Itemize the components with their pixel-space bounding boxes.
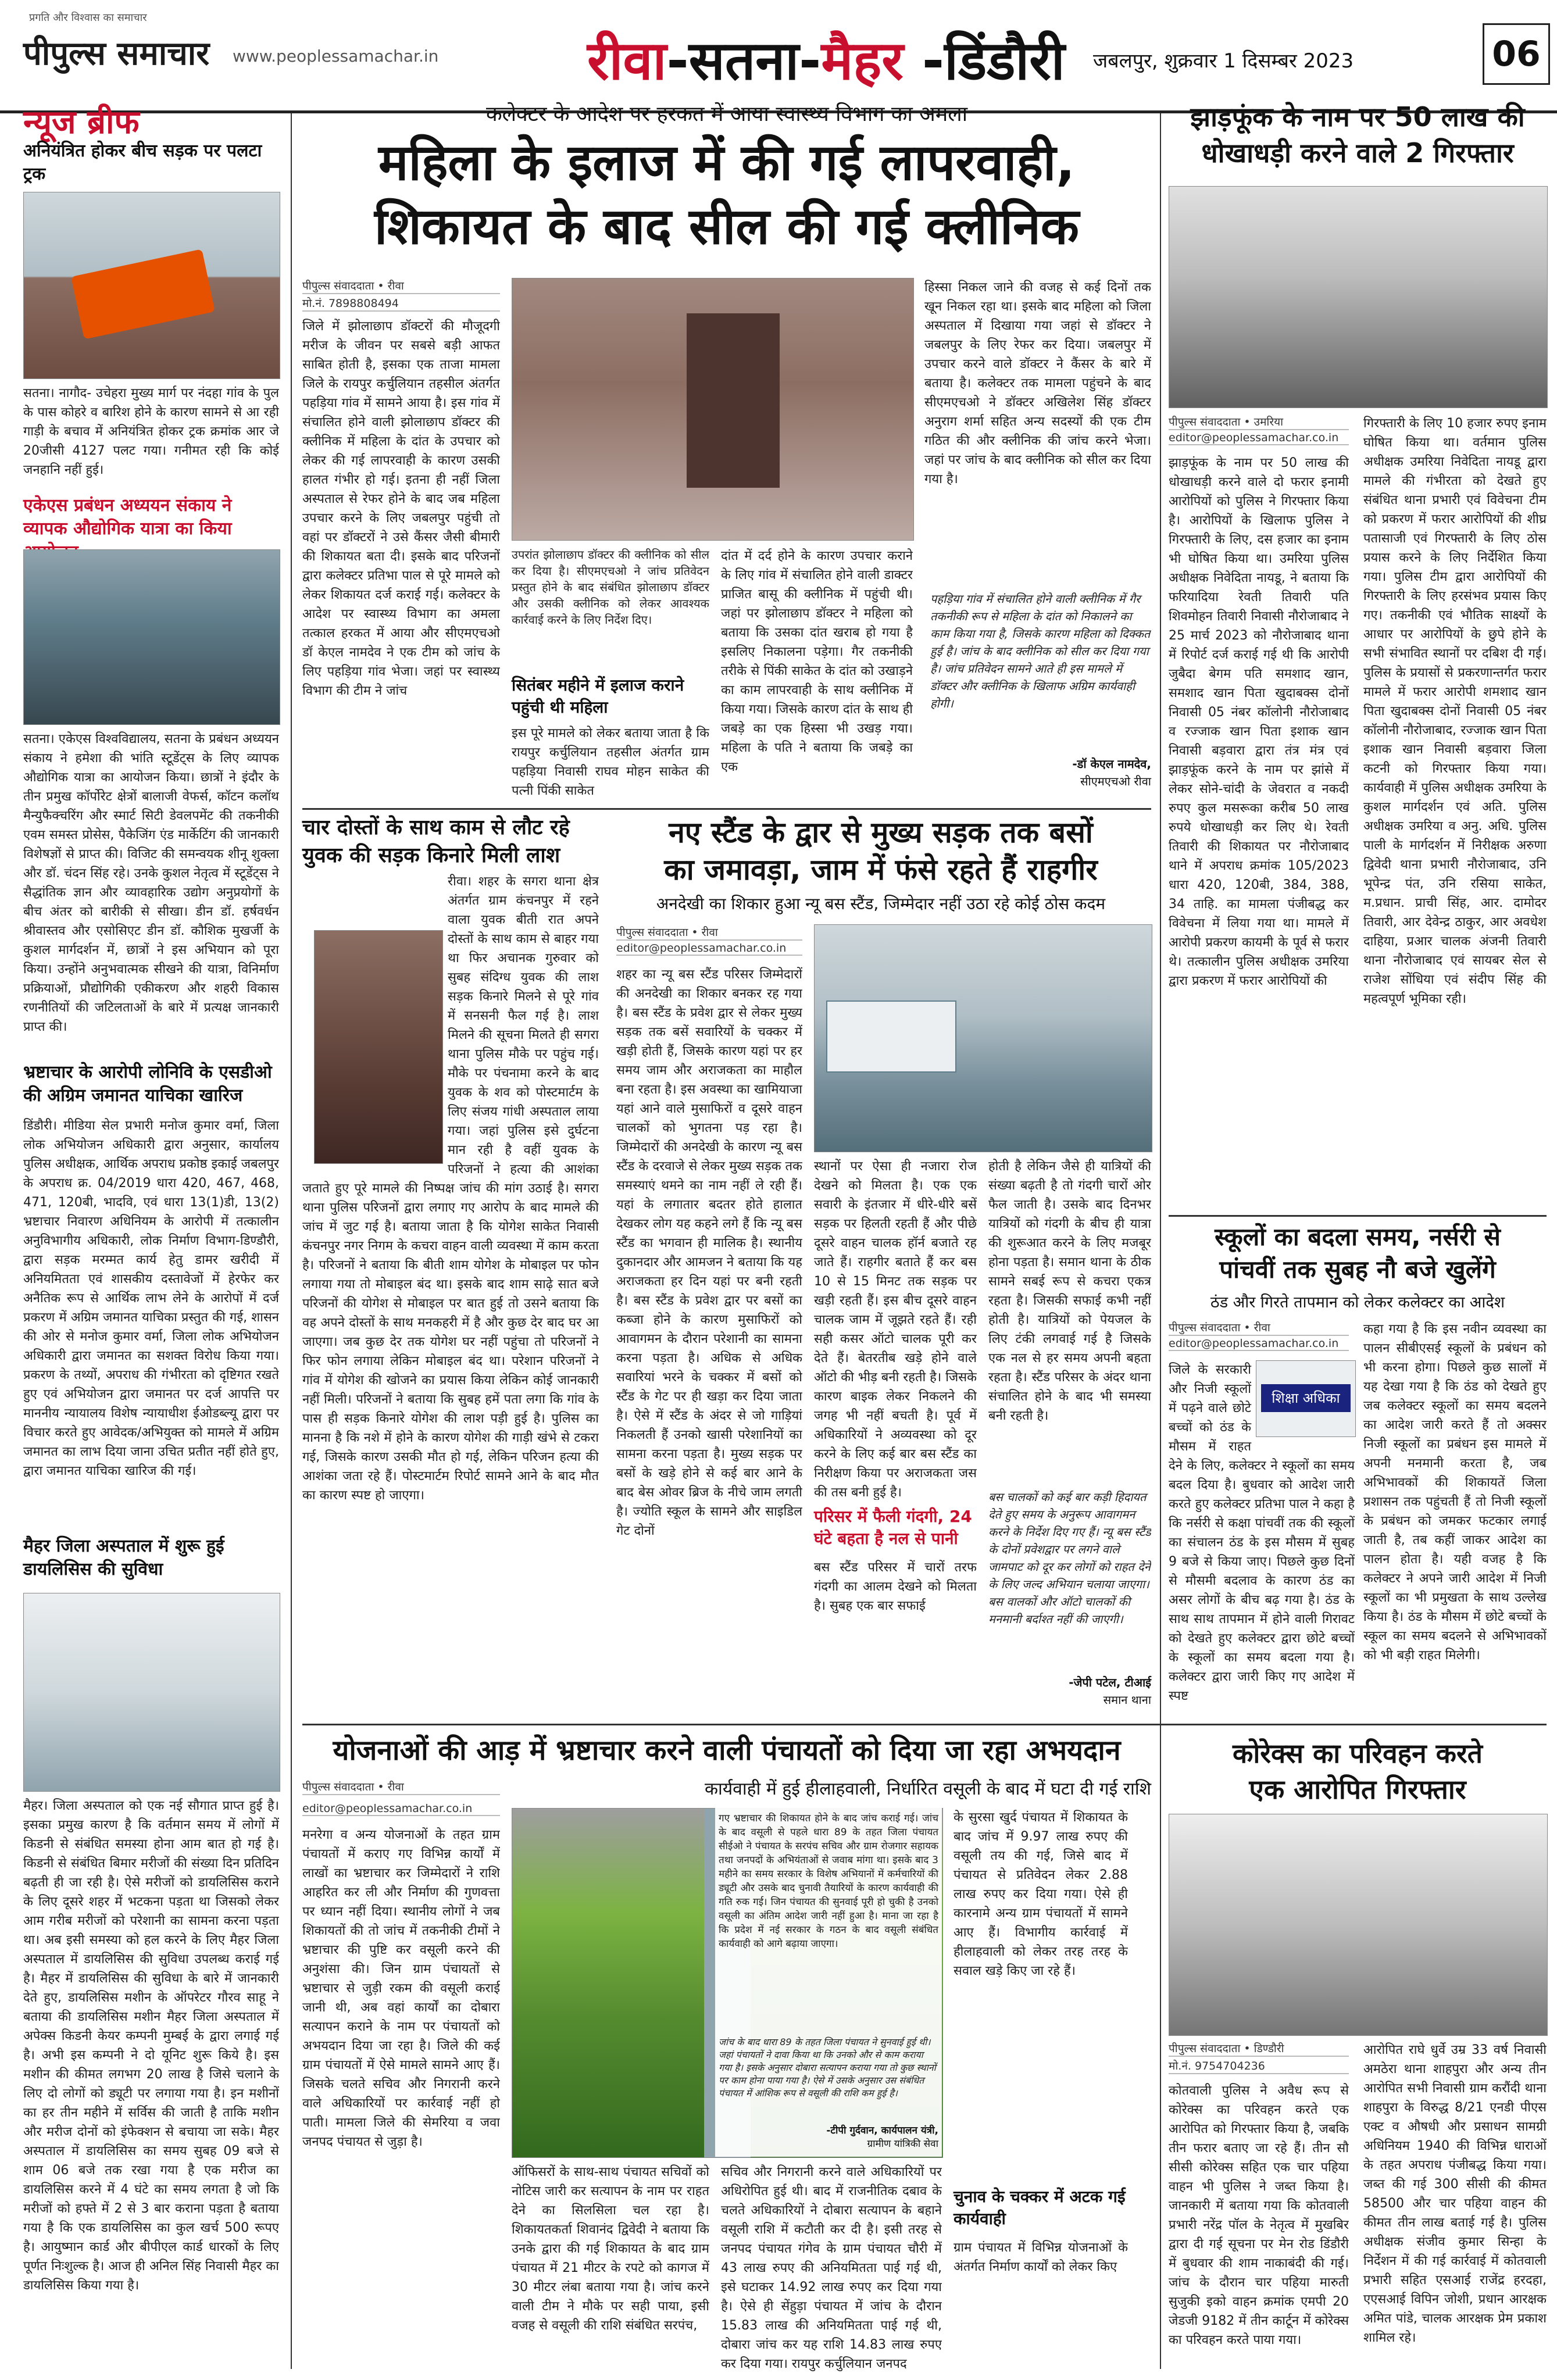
- clinic-sealed-photo: [512, 278, 914, 541]
- column-divider: [291, 113, 292, 2369]
- panchayat-subhead: कार्यवाही में हुई हीलाहवाली, निर्धारित वसूली के बाद में घटा दी गई राशि: [704, 1779, 1151, 1799]
- corex-headline-line: कोरेक्स का परिवहन करते: [1233, 1738, 1483, 1769]
- quote-author: -डॉ केएल नामदेव,: [1072, 757, 1151, 771]
- panchayat-body-col: मनरेगा व अन्य योजनाओं के तहत ग्राम पंचायतों में कराए गए विभिन्न कार्यों में लाखों का भ्रष्टाचार कर जिम्मेदारों ने राशि आहरित कर ली और निर्माण की गुणवत्ता पर ध्यान नहीं दिया। स्थानीय लोगों ने जब शिकायतों की तो जांच में तकनीकी टीमों ने भ्रष्टाचार की पुष्टि कर वसूली करने की अनुशंसा की। जिन ग्राम पंचायतों से भ्रष्टाचार से जुड़ी रकम की वसूली कराई जानी थी, अब वहां कार्यों का दोबारा सत्यापन कराने के नाम पर पंचायतों को अभयदान दिया जा रहा है। जिले की कई ग्राम पंचायतों में ऐसे मामले सामने आए हैं। जिसके चलते सचिव और निगरानी करने वाले अधिकारियों पर कार्रवाई नहीं हो पाती। मामला जिले की सेमरिया व जवा जनपद पंचायत से जुड़ा है।: [302, 1828, 500, 2149]
- deadbody-body: [302, 872, 599, 1715]
- overturned-truck-photo: [23, 192, 280, 379]
- quote-title: ग्रामीण यांत्रिकी सेवा: [867, 2138, 938, 2150]
- edition-part: मैहर: [821, 30, 904, 92]
- schools-body-col: कहा गया है कि इस नवीन व्यवस्था का पालन सीबीएसई स्कूलों के प्रबंधन को भी करना होगा। पिछले कुछ सालों में यह देखा गया है कि ठंड को देखते हुए जब कलेक्टर स्कूलों का समय बदलने का आदेश जारी करते हैं तो अक्सर निजी स्कूलों का प्रबंधन इस मामले में अपनी मनमानी करता है, जब अभिभावकों की शिकायतें जिला प्रशासन तक पहुंचती हैं तो निजी स्कूलों के प्रबंधन को जमकर फटकार लगाई जाती है, तब कहीं जाकर आदेश का पालन होता है। यही वजह है कि कलेक्टर ने अपने जारी आदेश में निजी स्कूलों का भी प्रमुखता के साथ उल्लेख किया है। ठंड के मौसम में छोटे बच्चों के स्कूल का समय बदलने से अभिभावकों को भी बड़ी राहत मिलेगी।: [1363, 1322, 1547, 1663]
- section-divider: [302, 1724, 1547, 1725]
- newspaper-logo: [23, 12, 210, 74]
- edition-part: रीवा: [587, 30, 667, 92]
- byline: पीपुल्स संवाददाता • रीवा: [1169, 1320, 1349, 1336]
- reporter-email: editor@peoplessamachar.co.in: [1169, 431, 1349, 445]
- section-divider: [302, 808, 1151, 810]
- lead-body-col: जिले में झोलाछाप डॉक्टरों की मौजूदगी मरीज के जीवन पर सबसे बड़ी आफत साबित होती है, इसका एक ताजा मामला जिले के रायपुर कर्चुलियान तहसील अंतर्गत पहड़िया गांव में सामने आया है। इस गांव में संचालित होने वाली झोलाछाप डॉक्टर की क्लीनिक में महिला के दांत के उपचार को लेकर की गई लापरवाही के कारण उसकी हालत गंभीर हो गई। इतना ही नहीं जिला अस्पताल से रेफर होने के बाद जब महिला उपचार करने के लिए जबलपुर पहुंची तो वहां पर डॉक्टरों ने उसे कैंसर जैसी बीमारी की शिकायत बता दी। इसके बाद परिजनों द्वारा कलेक्टर प्रतिभा पाल से पूरे मामले को लेकर शिकायत दर्ज कराई गई। कलेक्टर के आदेश पर स्वास्थ्य विभाग का अमला तत्काल हरकत में आया और सीएमएचओ डॉ केएल नामदेव ने एक टीम को जांच के लिए पहड़िया गांव भेजा। जहां पर स्वास्थ्य विभाग की टीम ने जांच: [302, 319, 500, 698]
- brief-body: मैहर। जिला अस्पताल को एक नई सौगात प्राप्त हुई है। इसका प्रमुख कारण है कि वर्तमान समय में लोगों में किडनी से संबंधित समस्या होना आम बात हो गई है। किडनी से संबंधित बिमार मरीजों की संख्या दिन प्रतिदिन बढ़ती ही जा रही है। ऐसे मरीजों को डायलिसिस कराने के लिए दूसरे शहर में भटकना पड़ता था जिसको लेकर आम गरीब मरीजों को परेशानी का सामना करना पड़ता था। अब इसी समस्या को हल करने के लिए मैहर जिला अस्पताल में डायलिसिस की सुविधा उपलब्ध कराई गई है। मैहर में डायलिसिस की सुविधा के बारे में जानकारी देते हुए, डायलिसिस मशीन के ऑपरेटर गौरव साहू ने बताया की डायलिसिस मशीन मैहर जिला अस्पताल में अपेक्स किडनी केयर कम्पनी मुम्बई के द्वारा लगाई गई है। अभी इस कम्पनी ने दो यूनिट शुरू किये है। इस मशीन की कीमत लगभग 20 लाख है जिसे चलाने के लिए दो लोगों को ड्यूटी पर लगाया गया है। इन मशीनों का हर तीन महीने में सर्विस की जाती है ताकि मशीन और मरीज दोनों को इंफेक्शन से बचाया जा सके। मैहर अस्पताल में डायलिसिस का समय सुबह 09 बजे से शाम 06 बजे तक रखा गया है एक मरीज का डायलिसिस करने में 4 घंटे का समय लगता है जो कि मरीजों को हफ्ते में 2 से 3 बार कराना पड़ता है बताया गया है कि एक डायलिसिस का कुल खर्च 500 रूपए है। आयुष्मान कार्ड और बीपीएल कार्ड धारकों के लिए पूर्णत निःशुल्क है। आज ही अनिल सिंह निवासी मैहर का डायलिसिस किया गया है।: [23, 1799, 279, 2293]
- arrested-accused-photo: [1169, 186, 1548, 408]
- photo-spacer: [302, 872, 448, 1174]
- photo-spacer: [1251, 1360, 1355, 1442]
- dateline: जबलपुर, शुक्रवार 1 दिसम्बर 2023: [1093, 49, 1354, 73]
- lead-headline-line: शिकायत के बाद सील की गई क्लीनिक: [374, 198, 1079, 256]
- edition-part: डिंडौरी: [944, 30, 1065, 92]
- panchayat-headline: योजनाओं की आड़ में भ्रष्टाचार करने वाली पंचायतों को दिया जा रहा अभयदान: [333, 1734, 1121, 1767]
- edition-part: सतना: [688, 30, 799, 92]
- brief-headline: मैहर जिला अस्पताल में शुरू हुई डायलिसिस की सुविधा: [23, 1536, 224, 1579]
- reporter-email: editor@peoplessamachar.co.in: [616, 942, 802, 956]
- bus-quote: बस चालकों को कई बार कड़ी हिदायत देते हुए समय के अनुरूप आवागमन करने के निर्देश दिए गए हैं। न्यू बस स्टैंड के दोनों प्रवेशद्वार पर लगने वाले जामपाट को दूर कर लोगों को राहत देने के लिए जल्द अभियान चलाया जाएगा। बस वालकों और ऑटो चालकों की मनमानी बर्दाश्त नहीं की जाएगी।: [988, 1490, 1151, 1626]
- byline: पीपुल्स संवाददाता • डिण्डौरी: [1169, 2040, 1349, 2057]
- corex-headline: [1169, 1735, 1547, 1807]
- news-brief-label: न्यूज ब्रीफ: [23, 103, 140, 141]
- bus-body-col: शहर का न्यू बस स्टैंड परिसर जिम्मेदारों की अनदेखी का शिकार बनकर रह गया है। बस स्टैंड के प्रवेश द्वार से लेकर मुख्य सड़क तक बसें सवारियों के चक्कर में खड़ी होती हैं, जिसके कारण यहां पर हर समय जाम और अराजकता का माहौल बना रहता है। इस अवस्था का खामियाजा यहां आने वाले मुसाफिरों व दूसरे वाहन चालकों को भुगतना पड़ रहा है। जिम्मेदारों की अनदेखी के कारण न्यू बस स्टैंड के दरवाजे से लेकर मुख्य सड़क तक समस्याएं थमने का नाम नहीं ले रही हैं। यहां के लगातार बदतर होते हालात देखकर लोग यह कहने लगे हैं कि न्यू बस स्टैंड का भगवान ही मालिक है। स्थानीय दुकानदार और आमजन ने बताया कि यह अराजकता हर दिन यहां पर बनी रहती है। बस स्टैंड के प्रवेश द्वार पर बसों का कब्जा होने के कारण मुसाफिरों को आवागमन के दौरान परेशानी का सामना करना पड़ता है। अधिक से अधिक सवारियां भरने के चक्कर में बसों को स्टैंड के गेट पर ही खड़ा कर दिया जाता है। ऐसे में स्टैंड के अंदर से जो गाड़ियां निकलती हैं उनको खासी परेशानियों का सामना करना पड़ता है। मुख्य सड़क पर बसों के खड़े होने से कई बार आने के बाद बेस ओवर ब्रिज के नीचे जाम लगती है। ज्योति स्कूल के सामने और साइडिल गेट दोनों: [616, 967, 802, 1538]
- edition-title: रीवा-सतना-मैहर -डिंडौरी: [587, 30, 1065, 92]
- byline: पीपुल्स संवाददाता • रीवा: [302, 1779, 500, 1795]
- deadbody-text: रीवा। शहर के सगरा थाना क्षेत्र अंतर्गत ग्राम कंचनपुर में रहने वाला युवक बीती रात अपने दोस्तों के साथ काम से बाहर गया था फिर अचानक गुरुवार को सुबह संदिग्ध युवक की लाश सड़क किनारे मिलने से पूरे गांव में सनसनी फैल गई है। लाश मिलने की सूचना मिलते ही सगरा थाना पुलिस मौके पर पहुंच गई। मौके पर पंचनामा करने के बाद युवक के शव को पोस्टमार्टम के लिए संजय गांधी अस्पताल लाया गया। जहां पुलिस इसे दुर्घटना मान रही है वहीं युवक के परिजनों ने हत्या की आशंका जताते हुए पूरे मामले की निष्पक्ष जांच की मांग उठाई है। सगरा थाना पुलिस परिजनों द्वारा लगाए गए आरोप के बाद मामले की जांच में जुट गई है। बताया जाता है कि योगेश साकेत निवासी कंचनपुर नगर निगम के कचरा वाहन वाली व्यवस्था में काम करता है। परिजनों ने बताया कि बीती शाम योगेश के मोबाइल पर फोन लगाया गया तो मोबाइल बंद था। इसके बाद शाम साढ़े सात बजे परिजनों की योगेश से मोबाइल पर बात हुई तो उसने बताया कि वह अपने दोस्तों के साथ मनकहरी में है और कुछ देर बाद घर आ जाएगा। जब कुछ देर तक योगेश घर नहीं पहुंचा तो परिजनों ने फिर फोन लगाया लेकिन मोबाइल बंद था। परेशान परिजनों ने गांव में योगेश की खोजने का प्रयास किया लेकिन कोई जानकारी नहीं मिली। परिजनों ने बताया कि सुबह हमें पता लगा कि गांव के पास ही सड़क किनारे योगेश की लाश पड़ी हुई है। पुलिस का मानना है कि नशे में होने के कारण योगेश की गाड़ी खंभे से टकरा गई, जिसके कारण उसकी मौत हो गई, लेकिन परिजन हत्या की आशंका जता रहे हैं। पोस्टमार्टम रिपोर्ट सामने आने के बाद मौत का कारण स्पष्ट हो जाएगा।: [302, 874, 599, 1503]
- deadbody-headline: चार दोस्तों के साथ काम से लौट रहे युवक की सड़क किनारे मिली लाश: [302, 816, 570, 867]
- bus-subhead2: परिसर में फैली गंदगी, 24 घंटे बहता है नल से पानी: [814, 1507, 972, 1548]
- panchayat-body-col: ऑफिसरों के साथ-साथ पंचायत सचिवों को नोटिस जारी कर सत्यापन के नाम पर राहत देने का सिलसिला चल रहा है। शिकायतकर्ता शिवानंद द्विवेदी ने बताया कि उनके द्वारा की गई शिकायत के बाद ग्राम पंचायत में 21 मीटर के रपटे को कागज में 30 मीटर लंबा बताया गया है। जांच करने वाली टीम ने मौके पर सही पाया, इसी वजह से वसूली की राशि संबंधित सरपंच,: [512, 2165, 709, 2333]
- bus-headline-line: नए स्टैंड के द्वार से मुख्य सड़क तक बसों: [669, 816, 1093, 849]
- panchayat-body-col: के सुरसा खुर्द पंचायत में शिकायत के बाद जांच में 9.97 लाख रुपए की वसूली तय की गई, जिसे बाद में पंचायत से प्रतिवेदन लेकर 2.88 लाख रुपए कर दिया गया। ऐसे ही कारनामे अन्य ग्राम पंचायतों में सामने आए हैं। विभागीय कार्रवाई में हीलाहवाली को लेकर तरह तरह के सवाल खड़े किए जा रहे हैं।: [954, 1810, 1128, 1978]
- brief-headline: भ्रष्टाचार के आरोपी लोनिवि के एसडीओ की अग्रिम जमानत याचिका खारिज: [23, 1062, 272, 1106]
- lead-headline: [302, 131, 1151, 259]
- section-divider: [1169, 1215, 1547, 1217]
- photo-caption: उपरांत झोलाछाप डॉक्टर की क्लीनिक को सील कर दिया है। सीएमएचओ ने जांच प्रतिवेदन प्रस्तुत होने के बाद संबंधित झोलाछाप डॉक्टर और उसकी क्लीनिक को लेकर आवश्यक कार्रवाई करने के लिए निर्देश दिए।: [512, 548, 709, 627]
- schools-text: जिले के सरकारी और निजी स्कूलों में पढ़ने वाले छोटे बच्चों को ठंड के मौसम में राहत देने के लिए, कलेक्टर ने स्कूलों का समय बदल दिया है। बुधवार को आदेश जारी करते हुए कलेक्टर प्रतिभा पाल ने कहा है कि नर्सरी से कक्षा पांचवीं तक की स्कूलों का संचालन ठंड के इस मौसम में सुबह 9 बजे से किया जाए। पिछले कुछ दिनों से मौसमी बदलाव के कारण ठंड का असर लोगों के बीच बढ़ गया है। ठंड के साथ साथ तापमान में होने वाली गिरावट को देखते हुए कलेक्टर द्वारा छोटे बच्चों के स्कूलों का समय बदला गया है। कलेक्टर द्वारा जारी किए गए आदेश में स्पष्ट: [1169, 1363, 1355, 1703]
- reporter-email: editor@peoplessamachar.co.in: [1169, 1337, 1349, 1351]
- reporter-mobile: मो.नं. 7898808494: [302, 295, 500, 312]
- sorcery-headline: [1169, 99, 1547, 171]
- page-number: 06: [1483, 23, 1550, 85]
- bus-body-col: बस स्टैंड परिसर में चारों तरफ गंदगी का आलम देखने को मिलता है। सुबह एक बार सफाई: [814, 1560, 977, 1613]
- quote-title: सीएमएचओ रीवा: [1080, 774, 1151, 788]
- bus-body-col: स्थानों पर ऐसा ही नजारा रोज देखने को मिलता है। एक एक सवारी के इंतजार में धीरे-धीरे बसें सड़क पर हिलती रहती हैं और पीछे दूसरे वाहन चालक हॉर्न बजाते रह जाते हैं। राहगीर बताते हैं कर बस 10 से 15 मिनट तक सड़क पर खड़ी रहती हैं। इस बीच दूसरे वाहन चालक जाम में जूझते रहते हैं। रही सही कसर ऑटो चालक पूरी कर देते हैं। बेतरतीब खड़े होने वाले ऑटो की भीड़ बनी रहती है। जिसके कारण बाइक लेकर निकलने की जगह भी नहीं बचती है। पूर्व में अधिकारियों ने अव्यवस्था को दूर करने के लिए कई बार बस स्टैंड का निरीक्षण किया पर अराजकता जस की तस बनी हुई है।: [814, 1159, 977, 1500]
- panchayat-continuation-panel: [715, 1808, 942, 2157]
- lead-headline-line: महिला के इलाज में की गई लापरवाही,: [378, 134, 1075, 192]
- column-divider: [1160, 113, 1161, 1729]
- sorcery-headline-line: धोखाधड़ी करने वाले 2 गिरफ्तार: [1201, 137, 1514, 169]
- lead-quote: पहड़िया गांव में संचालित होने वाली क्लीनिक में गैर तकनीकी रूप से महिला के दांत को निकालने का काम किया गया है, जिसके कारण महिला को दिक्कत हुई है। जांच के बाद क्लीनिक को सील कर दिया गया है। जांच प्रतिवेदन सामने आते ही इस मामले में डॉक्टर और क्लीनिक के खिलाफ अग्रिम कार्यवाही होगी।: [930, 592, 1151, 710]
- masthead: [0, 0, 1557, 113]
- quote-title: समान थाना: [1103, 1693, 1151, 1707]
- panchayat-quote: जांच के बाद धारा 89 के तहत जिला पंचायत ने सुनवाई हुई थी। जहां पंचायतों ने दावा किया था कि उनको और से काम कराया गया है। इसके अनुसार दोबारा सत्यापन कराया गया तो कुछ स्थानों पर काम होना पाया गया है। ऐसे में उसके अनुसार उस संबंधित पंचायत में आंशिक रूप से वसूली की राशि कम हुई है।: [719, 2036, 936, 2099]
- truck-shape: [71, 249, 215, 339]
- logo-text: पीपुल्स समाचार: [23, 35, 210, 73]
- bus-body-col: होती है लेकिन जैसे ही यात्रियों की संख्या बढ़ती है तो गंदगी चारों ओर फैल जाती है। उसके बाद दिनभर यात्रियों को गंदगी के बीच ही यात्रा की शुरूआत करने के लिए मजबूर होना पड़ता है। समान थाना के ठीक सामने सबई रूप से कचरा एकत्र रहता है। जिसकी सफाई कभी नहीं होती है। यात्रियों को पेयजल के लिए टंकी लगवाई गई है जिसके एक नल से हर समय अपनी बहता रहता है। स्टैंड परिसर के अंदर थाना संचालित होने के बाद भी समस्या बनी रहती है।: [988, 1159, 1151, 1423]
- reporter-email: editor@peoplessamachar.co.in: [302, 1802, 500, 1816]
- corex-body-col: कोतवाली पुलिस ने अवैध रूप से कोरेक्स का परिवहन करते एक आरोपित को गिरफ्तार किया है, जबकि तीन फरार बताए जा रहे हैं। तीन सौ सीसी कोरेक्स सहित एक चार पहिया वाहन भी पुलिस ने जब्त किया है। जानकारी में बताया गया कि कोतवाली प्रभारी नरेंद्र पॉल के नेतृत्व में मुखबिर द्वारा दी गई सूचना पर मेन रोड डिंडौरी में बुधवार की शाम नाकाबंदी की गई। जांच के दौरान चार पहिया मारुती सुजुकी इको वाहन क्रमांक एमपी 20 जेडजी 9182 में तीन कार्टून में कोरेक्स का परिवहन करते पाया गया।: [1169, 2084, 1349, 2347]
- quote-author: -टीपी गुर्दवान, कार्यपालन यंत्री,: [826, 2125, 938, 2136]
- brief-body: सतना। नागौद- उचेहरा मुख्य मार्ग पर नंदहा गांव के पुल के पास कोहरे व बारिश होने के कारण सामने से आ रही गाड़ी के बचाव में अनियंत्रित होकर ट्रक क्रमांक आर जे 20जीसी 4127 पलट गया। गनीमत रही कि कोई जनहानि नहीं हुई।: [23, 386, 279, 477]
- website-url: www.peoplessamachar.in: [233, 47, 439, 66]
- bus-stand-photo: [814, 924, 1152, 1152]
- dialysis-machine-photo: [23, 1593, 280, 1792]
- logo-tagline: प्रगति और विश्वास का समाचार: [29, 12, 147, 24]
- panchayat-body-col: ग्राम पंचायत में विभिन्न योजनाओं के अंतर्गत निर्माण कार्यों को लेकर किए: [954, 2240, 1128, 2274]
- byline: पीपुल्स संवाददाता • रीवा: [616, 924, 802, 941]
- door-shape: [687, 313, 780, 488]
- schools-body-col: [1169, 1360, 1355, 1721]
- reporter-mobile: मो.नं. 9754704236: [1169, 2058, 1349, 2074]
- panchayat-body-col: गए भ्रष्टाचार की शिकायत होने के बाद जांच कराई गई। जांच के बाद वसूली से पहले धारा 89 के तहत जिला पंचायत सीईओ ने पंचायत के सरपंच सचिव और ग्राम रोजगार सहायक तथा जनपदों के अभियंताओं से जवाब मांगा था। इसके बाद 3 महीने का समय सरकार के विशेष अभियानों में कर्मचारियों की ड्यूटी और उसके बाद चुनावी तैयारियों के कारण कार्यवाही की गति रुक गई। जिन पंचायत की सुनवाई पूरी हो चुकी है उनको वसूली का अंतिम आदेश जारी नहीं हुआ है। माना जा रहा है कि प्रदेश में नई सरकार के गठन के बाद वसूली संबंधित कार्यवाही को आगे बढ़ाया जाएगा।: [719, 1813, 938, 1950]
- bus-headline-line: का जमावड़ा, जाम में फंसे रहते हैं राहगीर: [664, 853, 1098, 887]
- panchayat-body-col: सचिव और निगरानी करने वाले अधिकारियों पर अधिरोपित हुई थी। बाद में राजनीतिक दबाव के चलते अधिकारियों ने दोबारा सत्यापन के बहाने वसूली राशि में कटौती कर दी है। इसी तरह से जनपद पंचायत गंगेव के ग्राम पंचायत चौरी में 43 लाख रुपए की अनियमितता पाई गई थी, इसे घटाकर 14.92 लाख रुपए कर दिया गया है। ऐसे ही सेंहुड़ा पंचायत में जांच के दौरान 15.83 लाख की अनियमितता पाई गई थी, दोबारा जांच कर यह राशि 14.83 लाख रुपए कर दिया गया। रायपुर कर्चुलियान जनपद: [721, 2165, 942, 2371]
- panchayat-subhead2: चुनाव के चक्कर में अटक गई कार्यवाही: [954, 2187, 1126, 2228]
- corex-headline-line: एक आरोपित गिरफ्तार: [1249, 1774, 1466, 1805]
- lead-body-col: हिस्सा निकल जाने की वजह से कई दिनों तक खून निकल रहा था। इसके बाद महिला को जिला अस्पताल में दिखाया गया जहां से डॉक्टर ने जबलपुर के लिए रेफर कर दिया। जबलपुर में उपचार करने वाले डॉक्टर ने कैंसर के बारे में बताया है। कलेक्टर तक मामला पहुंचने के बाद सीएमएचओ ने डॉक्टर अखिलेश सिंह डॉक्टर अनुराग शर्मा सहित अन्य सदस्यों की एक टीम गठित की और क्लीनिक की जांच करने भेजा। जहां पर जांच के बाद क्लीनिक को सील कर दिया गया है।: [924, 280, 1151, 487]
- sorcery-headline-line: झाड़फूंक के नाम पर 50 लाख की: [1190, 101, 1525, 133]
- brief-body: डिंडौरी। मीडिया सेल प्रभारी मनोज कुमार वर्मा, जिला लोक अभियोजन अधिकारी द्वारा अनुसार, कार्यालय पुलिस अधीक्षक, आर्थिक अपराध प्रकोष्ठ इकाई जबलपुर के अपराध क्र. 04/2019 धारा 420, 467, 468, 471, 120बी, भादवि, एवं धारा 13(1)डी, 13(2) भ्रष्टाचार निवारण अधिनियम के आरोपी में तत्कालीन अनुविभागीय अधिकारी, लोक निर्माण विभाग-डिण्डौरी, द्वारा सड़क मरम्मत कार्य हेतु डामर खरीदी में अनियमितता एवं शासकीय दस्तावेजों में हेरफेर कर अनैतिक रूप से आर्थिक लाभ लेने के आरोपों में दर्ज प्रकरण में अग्रिम जमानत याचिका प्रस्तुत की गई, शासन की ओर से मनोज कुमार वर्मा, जिला लोक अभियोजन अधिकारी द्वारा जमानत का सशक्त विरोध किया गया। प्रकरण के तथ्यों, अपराध की गंभीरता को दृष्टिगत रखते हुए एवं अभियोजन द्वारा जमानत पर दर्ज आपत्ति पर माननीय न्यायालय विशेष न्यायाधीश ईओडब्ल्यू द्वारा पर विचार करते हुए आवेदक/अभियुक्त को मामले में अग्रिम जमानत का लाभ दिया जाना उचित प्रतीत नहीं होते हुए, द्वारा जमानत याचिका खारिज की गई।: [23, 1118, 279, 1478]
- schools-headline-line: पांचवीं तक सुबह नौ बजे खुलेंगे: [1219, 1255, 1496, 1284]
- byline: पीपुल्स संवाददाता • रीवा: [302, 278, 500, 294]
- schools-subhead: ठंड और गिरते तापमान को लेकर कलेक्टर का आदेश: [1210, 1293, 1505, 1311]
- lead-subhead: सितंबर महीने में इलाज कराने पहुंची थी महिला: [512, 676, 684, 717]
- sorcery-body-col: झाड़फूंक के नाम पर 50 लाख की धोखाधड़ी करने वाले दो फरार इनामी आरोपियों को पुलिस ने गिरफ्तार किया है। आरोपियों के खिलाफ पुलिस ने गिरफ्तारी के लिए, दस हजार का इनाम भी घोषित किया था। उमरिया पुलिस अधीक्षक निवेदिता नायडू, ने बताया कि फरियादिया रेवती तिवारी पति शिवमोहन तिवारी निवासी नौरोजाबाद ने 25 मार्च 2023 को नौरोजाबाद थाना में रिपोर्ट दर्ज कराई गई थी कि आरोपी जुबैदा बेगम पति समशाद खान, समशाद खान पिता खुदाबक्स दोनों निवासी 05 नंबर कॉलोनी नौरोजाबाद व रज्जाक खान पिता इशाक खान निवासी बड़वारा द्वारा तंत्र मंत्र एवं झाड़फूंक करने के नाम पर झांसे में लेकर सोने-चांदी के जेवरात व नकदी रुपए कुल मसरूका करीब 50 लाख रुपये धोखाधड़ी कर लिए थे। रेवती तिवारी की शिकायत पर नौरोजाबाद थाने में अपराध क्रमांक 105/2023 धारा 420, 120बी, 384, 388, 34 ताहि. का मामला पंजीबद्ध कर विवेचना में लिया गया था। मामले में आरोपी प्रकरण कायमी के पूर्व से फरार थे। तत्कालीन पुलिस अधीक्षक उमरिया द्वारा प्रकरण में फरार आरोपियों की: [1169, 456, 1349, 988]
- byline: पीपुल्स संवाददाता • उमरिया: [1169, 414, 1349, 430]
- sorcery-body-col: गिरफ्तारी के लिए 10 हजार रुपए इनाम घोषित किया था। वर्तमान पुलिस अधीक्षक उमरिया निवेदिता नायडू द्वारा मामले की गंभीरता को देखते हुए संबंधित थाना प्रभारी एवं विवेचना टीम को प्रकरण में फरार आरोपियों की शीघ्र पतासाजी एवं गिरफ्तारी के लिए ठोस प्रयास करने के लिए निर्देशित किया गया। पुलिस टीम द्वारा आरोपियों की गिरफ्तारी के लिए हरसंभव प्रयास किए गए। तकनीकी एवं भौतिक साक्ष्यों के आधार पर आरोपियों के छुपे होने के सभी संभावित स्थानों पर दबिश दी गई। पुलिस के प्रयासों से प्रकरणान्तर्गत फरार मामले में फरार आरोपी शमशाद खान पिता खुदाबक्स दोनों निवासी 05 नंबर कॉलोनी नौरोजाबाद, रज्जाक खान पिता इशाक खान निवासी बड़वारा जिला कटनी को गिरफ्तार किया गया। कार्यवाही में पुलिस अधीक्षक उमरिया के कुशल मार्गदर्शन एवं अति. पुलिस अधीक्षक उमरिया व अनु. अधि. पुलिस पाली के मार्गदर्शन में निरीक्षक अरुणा द्विवेदी थाना प्रभारी नौरोजाबाद, उनि भूपेन्द्र पंत, उनि रसिया साकेत, म.प्रधान. प्राची सिंह, आर. दामोदर तिवारी, आर देवेन्द्र ठाकुर, आर अवधेश दाहिया, प्रआर चालक अंजनी तिवारी थाना नौरोजाबाद एवं सायबर सेल से राजेश सोंधिया एवं संदीप सिंह की महत्वपूर्ण भूमिका रही।: [1363, 416, 1547, 1006]
- brief-body: सतना। एकेएस विश्वविद्यालय, सतना के प्रबंधन अध्ययन संकाय ने हमेशा की भांति स्टूडेंट्स के लिए व्यापक औद्योगिक यात्रा का आयोजन किया। छात्रों ने इंदौर के तीन प्रमुख कॉर्पोरेट क्षेत्रों बालाजी वेफर्स, कॉटन कलॉथ मैन्युफैक्चरिंग और स्मार्ट सिटी डेवलपमेंट की तकनीकी एवम समस्त प्रोसेस, पैकेजिंग एंड मार्केटिंग की जानकारी विशेषज्ञों से प्राप्त की। विजिट की समन्वयक शीनू शुक्ला और डॉ. चंदन सिंह रहे। उनके कुशल नेतृत्व में स्टूडेंट्स ने सैद्धांतिक ज्ञान और व्यावहारिक उद्योग अनुप्रयोगों के बीच अंतर को बारीकी से सीखा। डीन डॉ. हर्षवर्धन श्रीवास्तव और एसोसिएट डीन डॉ. कौशिक मुखर्जी के कुशल मार्गदर्शन में, छात्रों ने इस अभियान को पूरा किया। उन्होंने अनुभवात्मक सीखने की यात्रा, विनिर्माण प्रक्रियाओं, प्रौद्योगिकी एकीकरण और शहरी विकास रणनीतियों की जटिलताओं के बारे में प्रत्यक्ष जानकारी प्राप्त की।: [23, 732, 279, 1034]
- bus-headline: [608, 814, 1154, 888]
- brief-headline: अनियंत्रित होकर बीच सड़क पर पलटा ट्रक: [23, 141, 262, 184]
- corex-body-col: आरोपित राघे धुर्वे उम्र 33 वर्ष निवासी अमठेरा थाना शाहपुरा और अन्य तीन आरोपित सभी निवासी ग्राम करौंदी थाना शाहपुरा के विरुद्ध 8/21 एनडी पीएस एक्ट व औषधी और प्रसाधन सामग्री अधिनियम 1940 की विभिन्न धाराओं के तहत अपराध पंजीबद्ध किया गया। जब्त की गई 300 सीसी की कीमत 58500 और चार पहिया वाहन की कीमत तीन लाख बताई गई है। पुलिस अधीक्षक संजीव कुमार सिन्हा के निर्देशन में की गई कार्रवाई में कोतवाली प्रभारी सहित एसआई राजेंद्र हरदहा, एएसआई विपिन जोशी, प्रधान आरक्षक अमित पांडे, चालक आरक्षक प्रेम प्रकाश शामिल रहे।: [1363, 2043, 1547, 2345]
- bus-subhead: अनदेखी का शिकार हुआ न्यू बस स्टैंड, जिम्मेदार नहीं उठा रहे कोई ठोस कदम: [656, 894, 1106, 913]
- schools-headline-line: स्कूलों का बदला समय, नर्सरी से: [1215, 1223, 1501, 1251]
- column-divider: [1160, 1729, 1161, 2369]
- corex-accused-photo: [1169, 1814, 1548, 2036]
- bus-shape: [826, 1000, 956, 1073]
- quote-author: -जेपी पटेल, टीआई: [1069, 1675, 1151, 1689]
- office-sign: शिक्षा अधिका: [1261, 1384, 1351, 1412]
- students-group-photo: [23, 549, 280, 725]
- brief-headline: एकेएस प्रबंधन अध्ययन संकाय ने व्यापक औद्योगिक यात्रा का किया: [23, 495, 232, 539]
- lead-body-col: दांत में दर्द होने के कारण उपचार कराने के लिए गांव में संचालित होने वाली डाक्टर प्राजित बासू की क्लीनिक में पहुंची थी। जहां पर झोलाछाप डॉक्टर ने महिला को बताया कि उसका दांत खराब हो गया है इसलिए निकालना पड़ेगा। गैर तकनीकी तरीके से पिंकी साकेत के दांत को उखाड़ने का काम लापरवाही के साथ क्लीनिक में किया गया। जिसके कारण दांत के साथ ही जबड़े का एक हिस्सा भी उखड़ गया। महिला के पति ने बताया कि जबड़े का एक: [721, 549, 913, 774]
- lead-body-col: इस पूरे मामले को लेकर बताया जाता है कि रायपुर कर्चुलियान तहसील अंतर्गत ग्राम पहड़िया निवासी राघव मोहन साकेत की पत्नी पिंकी साकेत: [512, 726, 709, 798]
- schools-headline: [1169, 1221, 1547, 1286]
- lead-kicker: कलेक्टर के आदेश पर हरकत में आया स्वास्थ्य विभाग का अमला: [485, 102, 968, 126]
